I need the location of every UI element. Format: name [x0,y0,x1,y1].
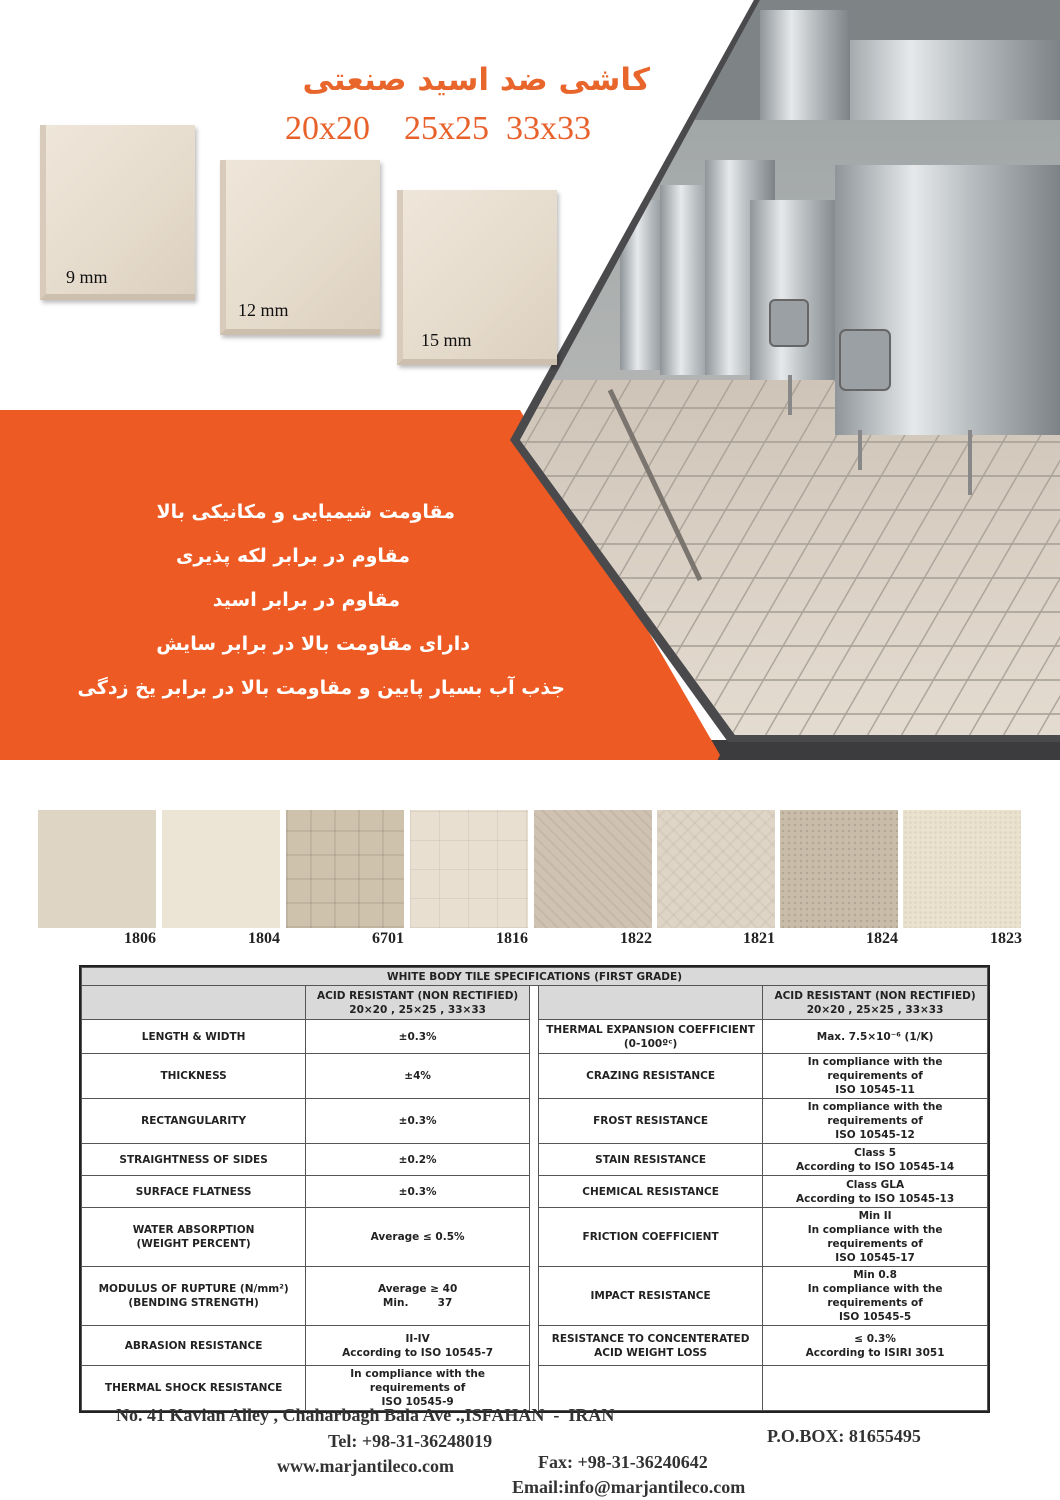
swatch-code: 6701 [372,930,404,947]
spec-value-line: ISO 10545-9 [381,1396,454,1408]
spec-label-line: (BENDING STRENGTH) [128,1297,259,1309]
tile-swatch [286,810,404,928]
spec-label: LENGTH & WIDTH [82,1020,306,1054]
spec-value-line: In compliance with the requirements of [807,1283,943,1309]
spec-value-line: In compliance with the requirements of [350,1368,485,1394]
spec-value [763,1267,988,1326]
footer-website-link[interactable]: www.marjantileco.com [277,1456,454,1476]
spec-label-line: MODULUS OF RUPTURE (N/mm²) [98,1283,289,1295]
features-list [30,490,565,710]
spec-value-line: ISO 10545-11 [835,1084,915,1096]
spec-value [306,1326,530,1366]
tile-swatch [162,810,280,928]
spec-value [763,1099,988,1144]
spec-value-line: According to ISO 10545-7 [342,1346,494,1359]
spec-value-line: According to ISO 10545-13 [796,1192,955,1205]
footer-fax: Fax: +98-31-36240642 [538,1452,708,1472]
spec-value-line: ISO 10545-17 [835,1252,915,1264]
spec-label: STRAIGHTNESS OF SIDES [82,1144,306,1176]
tile-sample-12mm [220,160,380,335]
swatch-code: 1806 [124,930,156,947]
spec-value [763,1054,988,1099]
table-separator [530,986,539,1411]
spec-label-line: (0-100ºᶜ) [623,1037,678,1050]
spec-label: FRICTION COEFFICIENT [539,1208,763,1267]
spec-label [539,1020,763,1054]
spec-label: THICKNESS [82,1054,306,1099]
swatch-code: 1804 [248,930,280,947]
footer-pobox: P.O.BOX: 81655495 [767,1426,921,1446]
spec-column-header [306,986,530,1020]
spec-table [79,965,990,1413]
tile-swatch [780,810,898,928]
spec-value-line: Class GLA [846,1178,905,1191]
spec-value: Max. 7.5×10⁻⁶ (1/K) [763,1020,988,1054]
tile-swatch [534,810,652,928]
spec-label: ABRASION RESISTANCE [82,1326,306,1366]
spec-label: IMPACT RESISTANCE [539,1267,763,1326]
spec-value-line: In compliance with the requirements of [807,1056,943,1082]
spec-label: CRAZING RESISTANCE [539,1054,763,1099]
spec-value-line: ISO 10545-12 [835,1129,915,1141]
spec-value-line: Min. 37 [382,1297,453,1309]
swatch-code: 1824 [866,930,898,947]
footer-email-link[interactable]: Email:info@marjantileco.com [512,1477,746,1497]
footer-tel: Tel: +98-31-36248019 [328,1431,493,1451]
tile-thickness-label: 9 mm [66,267,108,287]
footer-web-line [0,1435,1060,1498]
spec-value [763,1326,988,1366]
spec-value: ±0.2% [306,1144,530,1176]
spec-value-line: Average ≥ 40 [377,1283,458,1295]
spec-value-line: Min 0.8 [853,1269,897,1281]
spec-label [539,1326,763,1366]
feature-item: مقاوم در برابر لکه پذیری [175,545,410,567]
spec-label-line: (WEIGHT PERCENT) [136,1238,251,1250]
spec-label: CHEMICAL RESISTANCE [539,1176,763,1208]
column-header-label: ACID RESISTANT (NON RECTIFIED) [774,989,976,1002]
spec-label: STAIN RESISTANCE [539,1144,763,1176]
spec-table-title: WHITE BODY TILE SPECIFICATIONS (FIRST GRADE) [82,968,988,986]
footer-address: No. 41 Kavian Alley , Chaharbagh Bala Ave .,ISFAHAN - IRAN [116,1405,615,1425]
spec-value-line: ≤ 0.3% [854,1332,896,1345]
spec-empty-header [539,986,763,1020]
spec-value [763,1176,988,1208]
feature-item: مقاومت شیمیایی و مکانیکی بالا [156,501,455,523]
spec-label: FROST RESISTANCE [539,1099,763,1144]
tile-thickness-label: 15 mm [421,330,472,350]
spec-value-line: Min II [858,1210,892,1222]
spec-value: ±4% [306,1054,530,1099]
spec-value-line: In compliance with the requirements of [807,1101,943,1127]
tile-swatch [657,810,775,928]
spec-value [763,1144,988,1176]
spec-label [82,1208,306,1267]
spec-value-line: Class 5 [854,1146,897,1159]
spec-value-line: According to ISIRI 3051 [805,1346,945,1359]
tile-swatch [903,810,1021,928]
spec-value: Average ≤ 0.5% [306,1208,530,1267]
feature-item: دارای مقاومت بالا در برابر سایش [156,633,470,655]
column-header-label: ACID RESISTANT (NON RECTIFIED) [316,989,519,1002]
spec-label: SURFACE FLATNESS [82,1176,306,1208]
tile-thickness-label: 12 mm [238,300,289,320]
spec-label-line: WATER ABSORPTION [132,1224,255,1236]
spec-value-line: II-IV [405,1332,430,1345]
spec-value [763,1208,988,1267]
feature-item: جذب آب بسیار پایین و مقاومت بالا در برابر یخ زدگی [77,677,565,699]
swatch-code: 1822 [620,930,652,947]
spec-label [82,1267,306,1326]
swatch-code: 1821 [743,930,775,947]
feature-item: مقاوم در برابر اسید [212,589,400,611]
page-title: کاشی ضد اسید صنعتی [302,62,650,98]
spec-column-header [763,986,988,1020]
spec-empty-header [82,986,306,1020]
tile-swatch [410,810,528,928]
spec-value [306,1267,530,1326]
spec-label-line: THERMAL EXPANSION COEFFICIENT [546,1023,755,1036]
spec-value: ±0.3% [306,1099,530,1144]
tile-sizes: 20x20 25x25 33x33 [285,110,591,147]
spec-value: ±0.3% [306,1176,530,1208]
spec-value-line: According to ISO 10545-14 [796,1160,955,1173]
tile-sample-9mm [40,125,195,300]
tile-sample-15mm [397,190,557,365]
spec-label: THERMAL SHOCK RESISTANCE [82,1366,306,1411]
swatch-code: 1816 [496,930,528,947]
spec-value-line: In compliance with the requirements of [807,1224,943,1250]
column-header-sizes: 20×20 , 25×25 , 33×33 [806,1003,944,1016]
spec-label: RECTANGULARITY [82,1099,306,1144]
column-header-sizes: 20×20 , 25×25 , 33×33 [349,1003,486,1016]
swatch-code: 1823 [990,930,1022,947]
spec-value-line: ISO 10545-5 [838,1311,912,1323]
tile-swatch [38,810,156,928]
spec-label-line: ACID WEIGHT LOSS [594,1346,708,1359]
spec-label-line: RESISTANCE TO CONCENTERATED [551,1332,750,1345]
spec-value: ±0.3% [306,1020,530,1054]
dark-band [700,740,1060,760]
